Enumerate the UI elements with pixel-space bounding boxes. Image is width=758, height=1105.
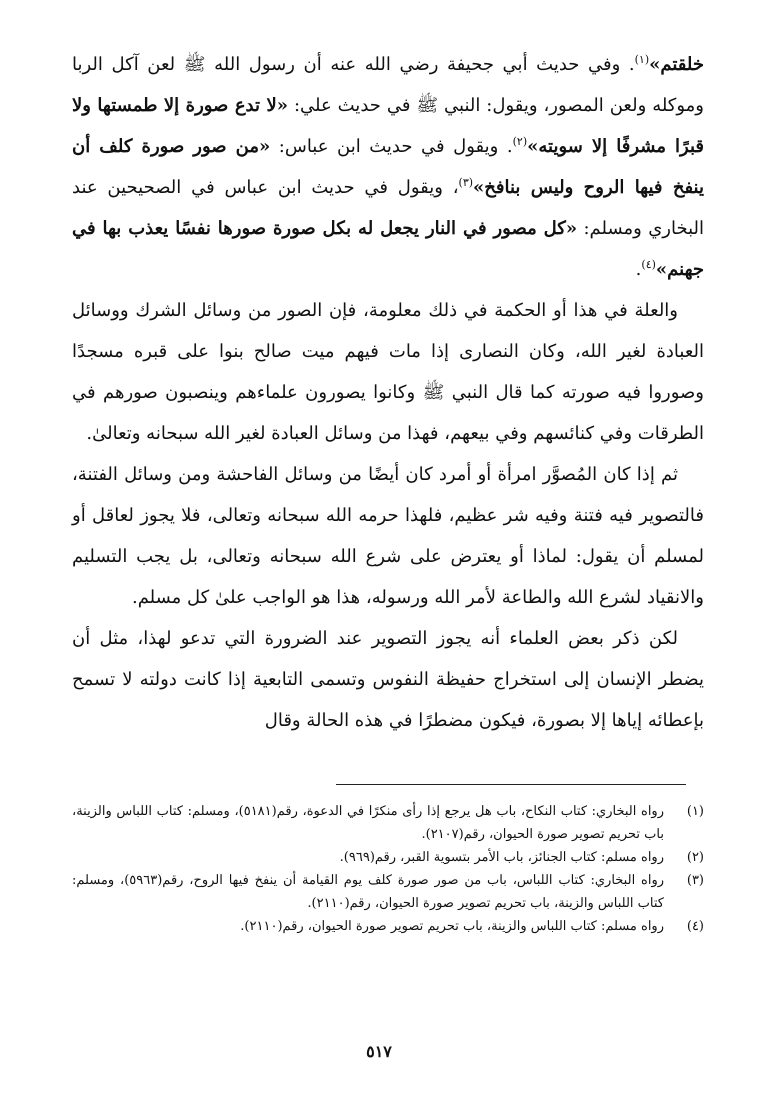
text-span: . وفي حديث أبي جحيفة رضي الله عنه أن رسول الله ﷺ لعن آكل الربا وموكله ولعن المصور، ويقول: النبي ﷺ في حديث علي: xyxy=(72,54,705,116)
text-span: . xyxy=(635,259,642,280)
page-body xyxy=(72,44,704,741)
footnote-number: (٤) xyxy=(686,919,704,934)
footnote-ref-4: (٤) xyxy=(641,258,656,271)
text-span: خلقتم» xyxy=(649,54,704,75)
footnote-ref-1: (١) xyxy=(634,53,650,66)
footnote-2 xyxy=(72,846,704,869)
hadith-quote-3: «كل مصور في النار يجعل له بكل صورة صورها نفسًا يعذب بها في جهنم» xyxy=(72,218,704,280)
paragraph-2: والعلة في هذا أو الحكمة في ذلك معلومة، فإن الصور من وسائل الشرك ووسائل العبادة لغير الله، وكان النصارى إذا مات فيهم ميت صالح بنوا على قبره مسجدًا وصوروا فيه صورته كما قال النبي ﷺ وكانوا يصورون علماءهم وينصبون صورهم في الطرقات وفي كنائسهم وفي بيعهم، فهذا من وسائل العبادة لغير الله سبحانه وتعالىٰ. xyxy=(72,300,704,444)
footnote-text: رواه البخاري: كتاب اللباس، باب من صور صورة كلف يوم القيامة أن ينفخ فيها الروح، رقم(٥٩٦٣)، ومسلم: كتاب اللباس والزينة، باب تحريم تصوير صورة الحيوان، رقم(٢١١٠). xyxy=(72,873,664,911)
paragraph-3: ثم إذا كان المُصوَّر امرأة أو أمرد كان أيضًا من وسائل الفاحشة ومن وسائل الفتنة، فالتصوير فيه فتنة وفيه شر عظيم، فلهذا حرمه الله سبحانه وتعالى، فلا يجوز لعاقل أو لمسلم أن يقول: لماذا أو يعترض على شرع الله سبحانه وتعالى، بل يجب التسليم والانقياد لشرع الله والطاعة لأمر الله ورسوله، هذا هو الواجب علىٰ كل مسلم. xyxy=(72,464,704,608)
footnote-number: (١) xyxy=(686,804,704,819)
footnote-3 xyxy=(72,869,704,915)
footnotes xyxy=(72,800,704,938)
footnote-text: رواه البخاري: كتاب النكاح، باب هل يرجع إذا رأى منكرًا في الدعوة، رقم(٥١٨١)، ومسلم: كتاب اللباس والزينة، باب تحريم تصوير صورة الحيوان، رقم(٢١٠٧). xyxy=(72,804,664,842)
footnote-text: رواه مسلم: كتاب اللباس والزينة، باب تحريم تصوير صورة الحيوان، رقم(٢١١٠). xyxy=(240,919,664,934)
footnote-ref-2: (٢) xyxy=(512,135,528,148)
text-span: ، ويقول في حديث ابن عباس في الصحيحين عند البخاري ومسلم: xyxy=(72,177,705,239)
page-number: ٥١٧ xyxy=(366,1042,392,1061)
paragraph-1 xyxy=(72,44,704,290)
footnote-1 xyxy=(72,800,704,846)
hadith-quote-2: «من صور صورة كلف أن ينفخ فيها الروح وليس بنافخ» xyxy=(72,136,704,198)
footnote-text: رواه مسلم: كتاب الجنائز، باب الأمر بتسوية القبر، رقم(٩٦٩). xyxy=(339,850,664,865)
footnote-4 xyxy=(72,915,704,938)
footnote-ref-3: (٣) xyxy=(458,176,474,189)
main-text xyxy=(72,44,704,741)
footnote-divider xyxy=(336,784,686,785)
text-span: . ويقول في حديث ابن عباس: xyxy=(270,136,513,157)
footnote-number: (٣) xyxy=(686,873,704,888)
hadith-quote-1: «لا تدع صورة إلا طمستها ولا قبرًا مشرفًا إلا سويته» xyxy=(72,95,704,157)
footnote-number: (٢) xyxy=(686,850,704,865)
paragraph-4: لكن ذكر بعض العلماء أنه يجوز التصوير عند الضرورة التي تدعو لهذا، مثل أن يضطر الإنسان إلى استخراج حفيظة النفوس وتسمى التابعية إذا كانت دولته لا تسمح بإعطائه إياها إلا بصورة، فيكون مضطرًا في هذه الحالة وقال xyxy=(72,628,704,731)
